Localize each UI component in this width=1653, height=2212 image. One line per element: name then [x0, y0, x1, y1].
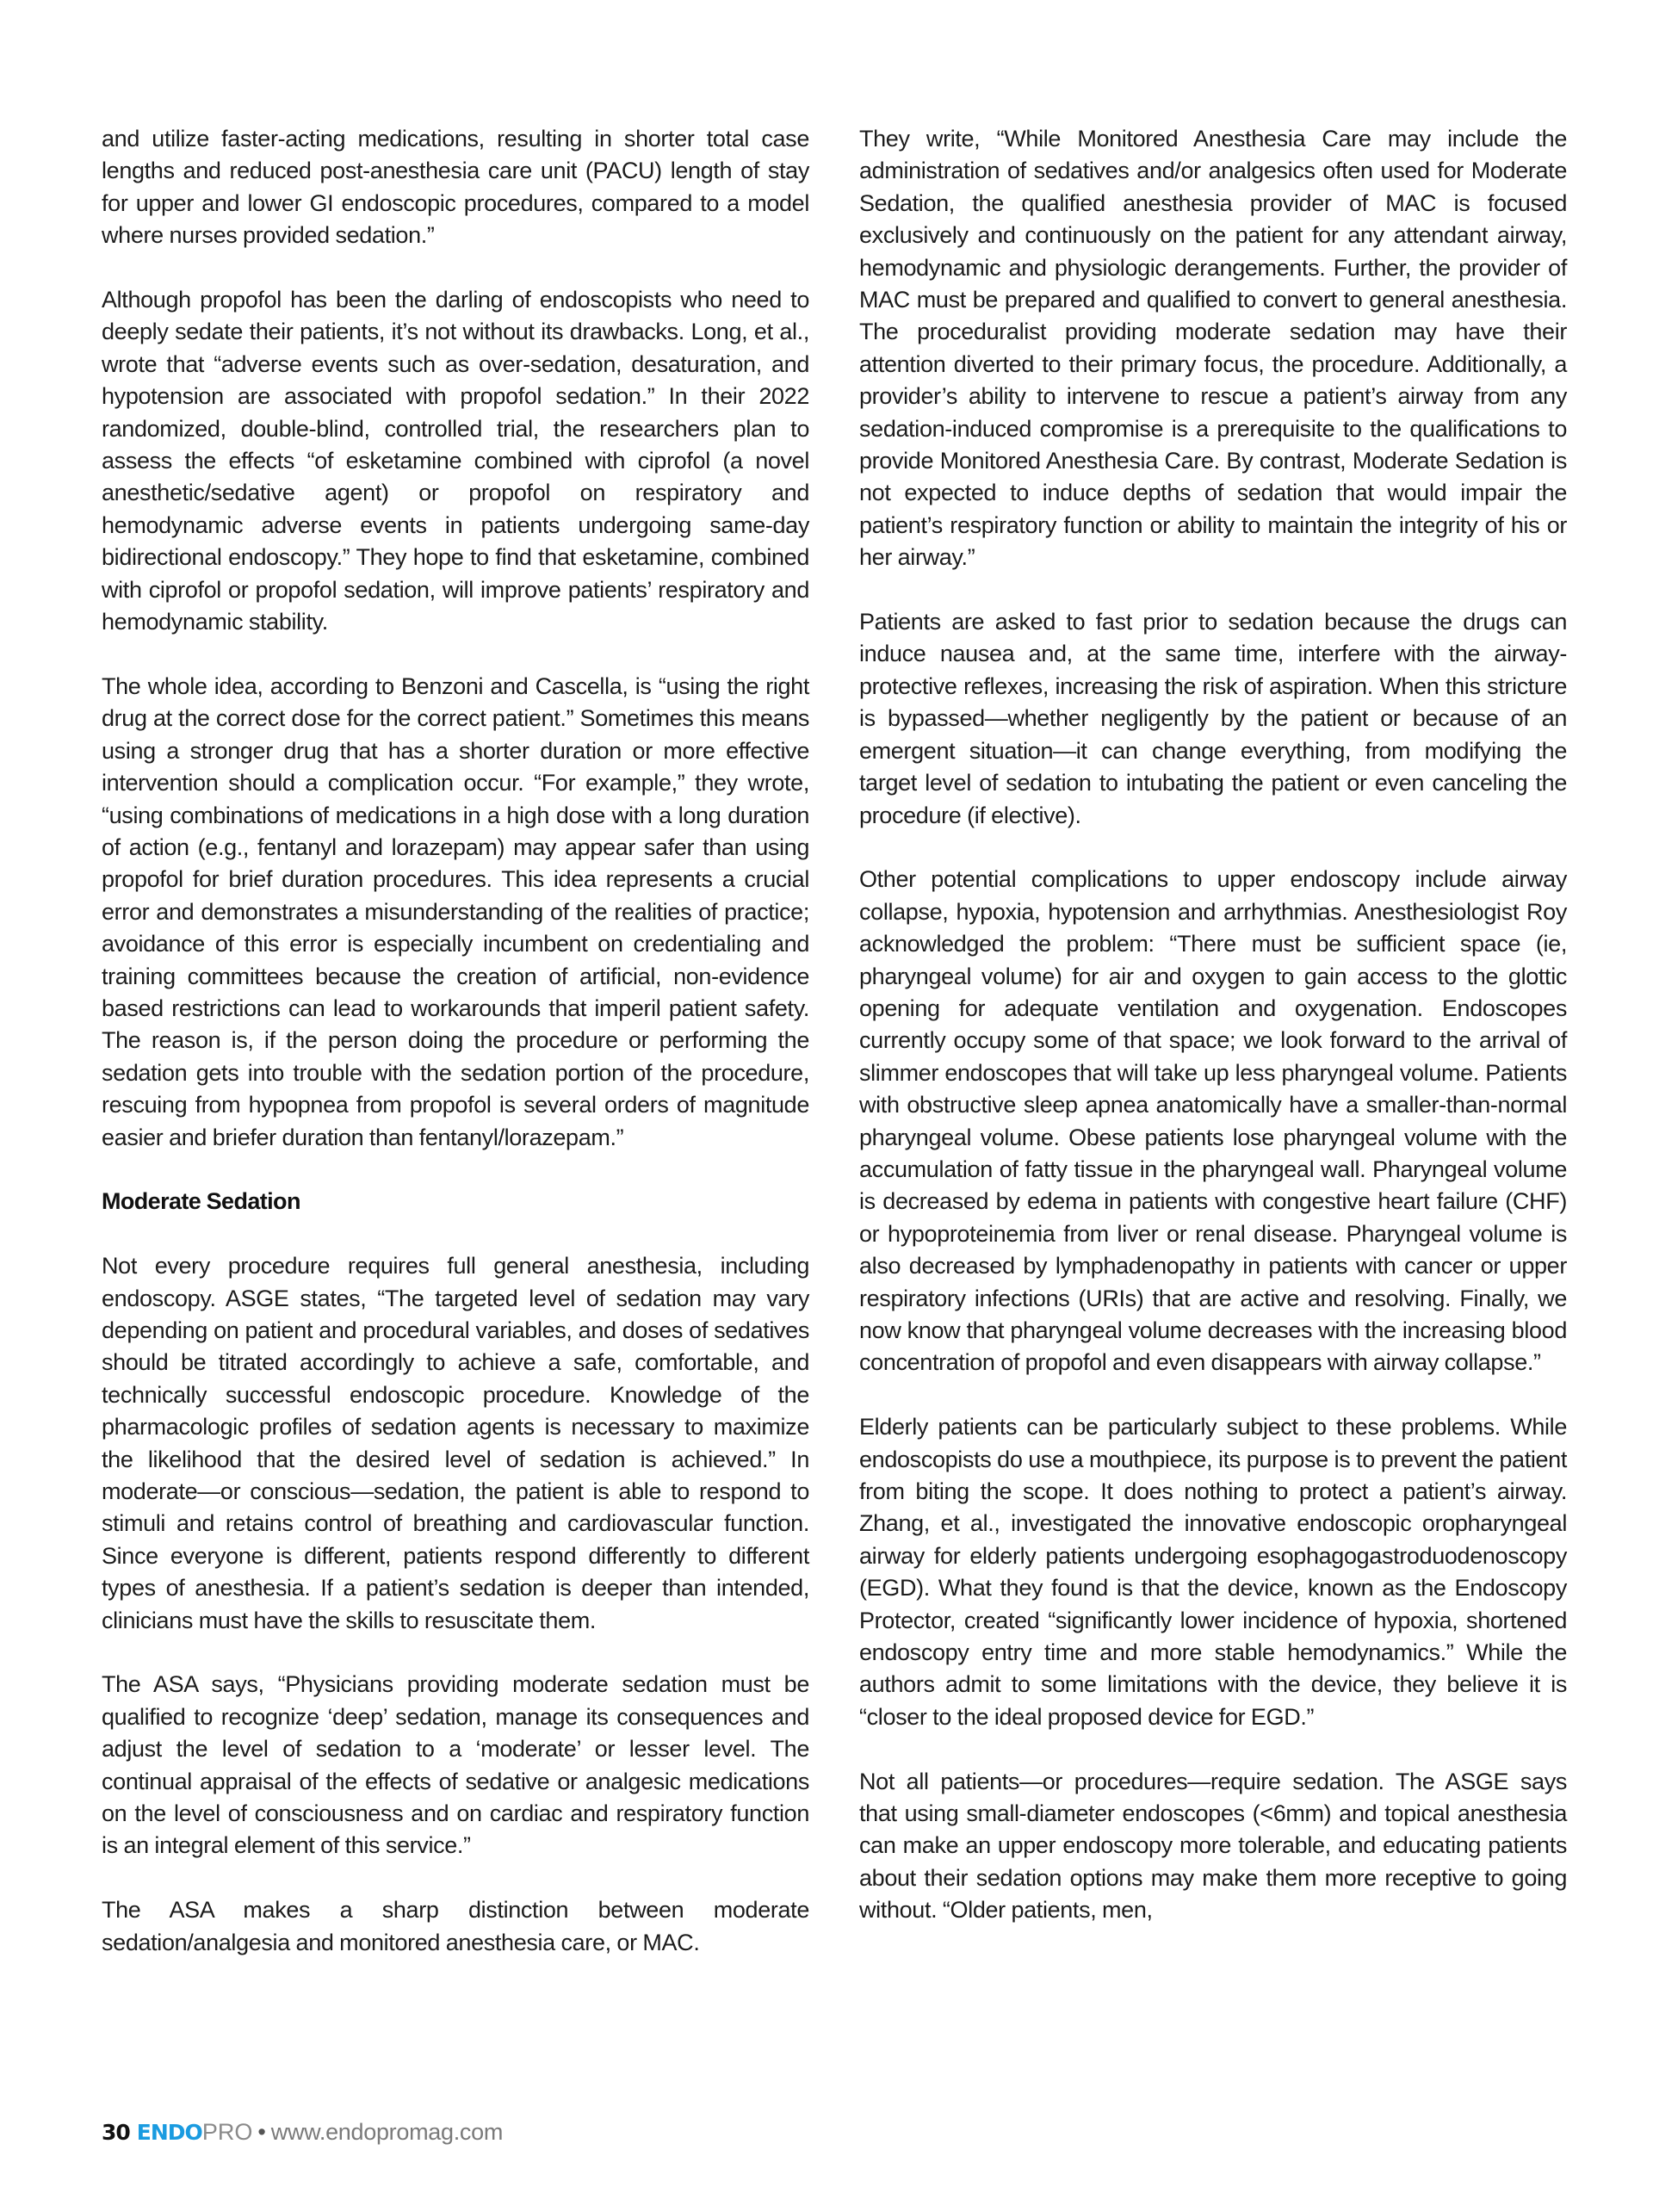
- brand-logo-bold: ENDO: [136, 2120, 202, 2145]
- right-column: [859, 123, 1567, 1959]
- page-footer: [102, 2115, 503, 2149]
- footer-separator: •: [257, 2119, 266, 2145]
- section-heading: Moderate Sedation: [102, 1188, 300, 1215]
- paragraph: Not every procedure requires full general anesthesia, including endoscopy. ASGE states, “The targeted level of sedation may vary depending on patient and procedural variables, and doses of sedatives should be titrated accordingly to achieve a safe, comfortable, and technically successful endoscopic procedure. Knowledge of the pharmacologic profiles of sedation agents is necessary to maximize the likelihood that the desired level of sedation is achieved.” In moderate—or conscious—sedation, the patient is able to respond to stimuli and retains control of breathing and cardiovascular function. Since everyone is different, patients respond differently to different types of anesthesia. If a patient’s sedation is deeper than intended, clinicians must have the skills to resuscitate them.: [102, 1253, 809, 1633]
- paragraph: The ASA says, “Physicians providing moderate sedation must be qualified to recognize ‘deep’ sedation, manage its consequences and adjust the level of sedation to a ‘moderate’ or lesser level. The continual appraisal of the effects of sedative or analgesic medications on the level of consciousness and on cardiac and respiratory function is an integral element of this service.”: [102, 1671, 809, 1859]
- website-link[interactable]: www.endopromag.com: [270, 2119, 504, 2145]
- left-column: [102, 123, 809, 1991]
- paragraph: Other potential complications to upper endoscopy include airway collapse, hypoxia, hypotension and arrhythmias. Anesthesiologist Roy acknowledged the problem: “There must be sufficient space (ie, pharyngeal volume) for air and oxygen to gain access to the glottic opening for adequate ventilation and oxygenation. Endoscopes currently occupy some of that space; we look forward to the arrival of slimmer endoscopes that will take up less pharyngeal volume. Patients with obstructive sleep apnea anatomically have a smaller-than-normal pharyngeal volume. Obese patients lose pharyngeal volume with the accumulation of fatty tissue in the pharyngeal wall. Pharyngeal volume is decreased by edema in patients with congestive heart failure (CHF) or hypoproteinemia from liver or renal disease. Pharyngeal volume is also decreased by lymphadenopathy in patients with cancer or upper respiratory infections (URIs) that are active and resolving. Finally, we now know that pharyngeal volume decreases with the increasing blood concentration of propofol and even disappears with airway collapse.”: [859, 866, 1567, 1376]
- paragraph: and utilize faster-acting medications, resulting in shorter total case lengths and reduced post-anesthesia care unit (PACU) length of stay for upper and lower GI endoscopic procedures, compared to a model where nurses provided sedation.”: [102, 126, 809, 249]
- page-number: 30: [102, 2120, 130, 2145]
- brand-logo-light: PRO: [201, 2119, 253, 2145]
- paragraph: Elderly patients can be particularly subject to these problems. While endoscopists do use a mouthpiece, its purpose is to prevent the patient from biting the scope. It does nothing to protect a patient’s airway. Zhang, et al., investigated the innovative endoscopic oropharyngeal airway for elderly patients undergoing esophagogastroduodenoscopy (EGD). What they found is that the device, known as the Endoscopy Protector, created “significantly lower incidence of hypoxia, shortened endoscopy entry time and more stable hemodynamics.” While the authors admit to some limitations with the device, they believe it is “closer to the ideal proposed device for EGD.”: [859, 1414, 1567, 1730]
- paragraph: The whole idea, according to Benzoni and Cascella, is “using the right drug at the correct dose for the correct patient.” Sometimes this means using a stronger drug that has a shorter duration or more effective intervention should a complication occur. “For example,” they wrote, “using combinations of medications in a high dose with a long duration of action (e.g., fentanyl and lorazepam) may appear safer than using propofol for brief duration procedures. This idea represents a crucial error and demonstrates a misunderstanding of the realities of practice; avoidance of this error is especially incumbent on credentialing and training committees because the creation of artificial, non-evidence based restrictions can lead to workarounds that imperil patient safety. The reason is, if the person doing the procedure or performing the sedation gets into trouble with the sedation portion of the procedure, rescuing from hypopnea from propofol is several orders of magnitude easier and briefer duration than fentanyl/lorazepam.”: [102, 672, 809, 1150]
- paragraph: Patients are asked to fast prior to sedation because the drugs can induce nausea and, at the same time, interfere with the airway-protective reflexes, increasing the risk of aspiration. When this stricture is bypassed—whether negligently by the patient or because of an emergent situation—it can change everything, from modifying the target level of sedation to intubating the patient or even canceling the procedure (if elective).: [859, 609, 1567, 828]
- paragraph: They write, “While Monitored Anesthesia Care may include the administration of sedatives and/or analgesics often used for Moderate Sedation, the qualified anesthesia provider of MAC is focused exclusively and continuously on the patient for any attendant airway, hemodynamic and physiologic derangements. Further, the provider of MAC must be prepared and qualified to convert to general anesthesia. The proceduralist providing moderate sedation may have their attention diverted to their primary focus, the procedure. Additionally, a provider’s ability to intervene to rescue a patient’s airway from any sedation-induced compromise is a prerequisite to the qualifications to provide Monitored Anesthesia Care. By contrast, Moderate Sedation is not expected to induce depths of sedation that would impair the patient’s respiratory function or ability to maintain the integrity of his or her airway.”: [859, 126, 1567, 571]
- paragraph: The ASA makes a sharp distinction between moderate sedation/analgesia and monitored anesthesia care, or MAC.: [102, 1897, 809, 1955]
- paragraph: Not all patients—or procedures—require sedation. The ASGE says that using small-diameter endoscopes (<6mm) and topical anesthesia can make an upper endoscopy more tolerable, and educating patients about their sedation options may make them more receptive to going without. “Older patients, men,: [859, 1768, 1567, 1924]
- paragraph: Although propofol has been the darling of endoscopists who need to deeply sedate their patients, it’s not without its drawbacks. Long, et al., wrote that “adverse events such as over-sedation, desaturation, and hypotension are associated with propofol sedation.” In their 2022 randomized, double-blind, controlled trial, the researchers plan to assess the effects “of esketamine combined with ciprofol (a novel anesthetic/sedative agent) or propofol on respiratory and hemodynamic adverse events in patients undergoing same-day bidirectional endoscopy.” They hope to find that esketamine, combined with ciprofol or propofol sedation, will improve patients’ respiratory and hemodynamic stability.: [102, 287, 809, 635]
